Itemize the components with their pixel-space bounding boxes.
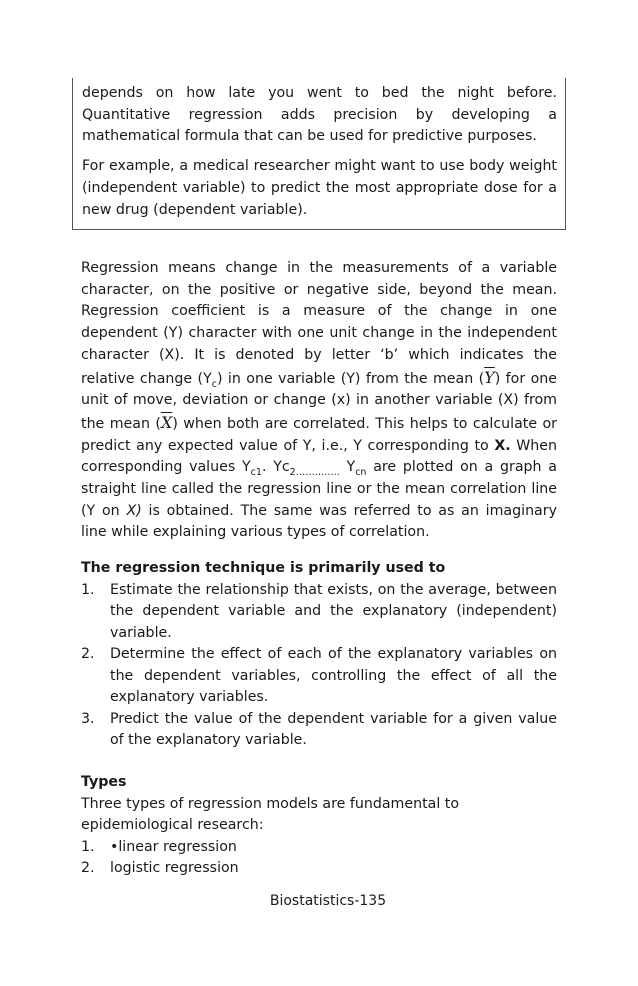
- italic-x: X): [126, 502, 142, 519]
- boxed-excerpt: [72, 78, 566, 230]
- uses-heading: The regression technique is primarily used to: [81, 560, 446, 577]
- y-bar-symbol: $\overline{Y}$: [484, 367, 495, 387]
- uses-list: [81, 580, 557, 752]
- list-item: 1. •linear regression: [81, 838, 237, 855]
- bold-x: X.: [494, 437, 511, 454]
- regression-definition-paragraph: Regression means change in the measurements of a variable character, on the positive or negative side, beyond the mean. Regression coefficient is a measure of the change in one dependent (Y) character with one unit change in the independent character (X). It is denoted by letter ‘b’ which indicates the relative change $(Y_c)$ in one variable (Y) from the mean $(\overline{Y})$ for one unit of move, deviation or change (x) in another variable (X) from the mean $(\overline{X})$ when both are correlated. This helps to calculate or predict any expected value of Y, i.e., Y corresponding to X. When corresponding values $Y_{c1}$. $Yc_{2\dots\dots\dots\dots..}$ $Y_{cn}$ are plotted on a graph a straight line called the regression line or the mean correlation line (Y on X) is obtained. The same was referred to as an imaginary line while explaining various types of correlation.: [81, 260, 558, 541]
- types-list: [81, 837, 557, 880]
- main-content: [81, 258, 557, 880]
- page-number-label: Biostatistics-135: [269, 893, 387, 909]
- list-item: 2. logistic regression: [81, 860, 239, 877]
- types-heading: Types: [81, 773, 127, 790]
- list-item: 1. Estimate the relationship that exists, on the average, between the dependent variable and the explanatory (independent) variable.: [81, 581, 557, 641]
- list-item: 3. Predict the value of the dependent variable for a given value of the explanatory variable.: [81, 710, 557, 749]
- types-intro: Three types of regression models are fundamental to epidemiological research:: [81, 795, 460, 834]
- page-footer: [0, 893, 638, 909]
- box-paragraph-2: For example, a medical researcher might want to use body weight (independent variable) to predict the most appropriate dose for a new drug (dependent variable).: [82, 158, 557, 218]
- x-bar-symbol: $\overline{X}$: [160, 412, 173, 432]
- list-item: 2. Determine the effect of each of the explanatory variables on the dependent variables, controlling the effect of all the explanatory variables.: [81, 646, 557, 706]
- box-paragraph-1: depends on how late you went to bed the night before. Quantitative regression adds precision by developing a mathematical formula that can be used for predictive purposes.: [82, 85, 557, 145]
- subscript-c: c: [211, 378, 217, 390]
